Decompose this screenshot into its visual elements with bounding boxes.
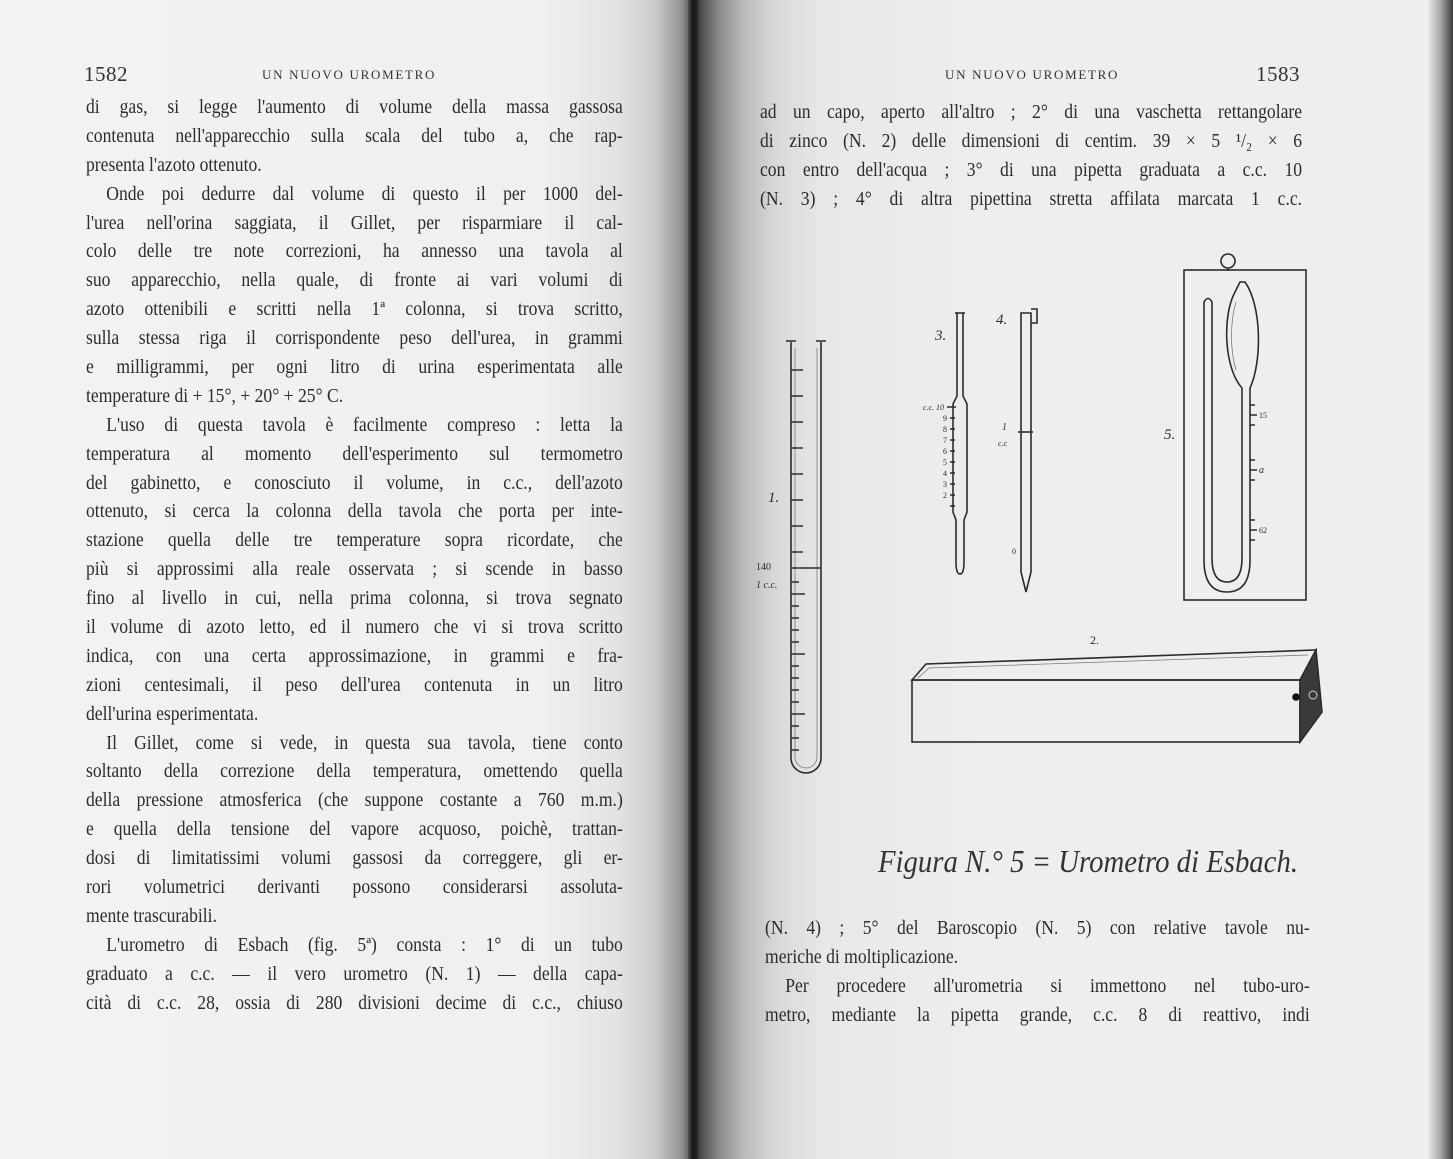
paragraph [86,411,623,729]
text-line: azoto ottenibili e scritti nella 1ª colonna, si trova scritto, [86,298,623,321]
pipette-3-graduations [947,407,956,506]
text-line: (N. 3) ; 4° di altra pipettina stretta affilata marcata 1 c.c. [760,187,1303,210]
text-line: rori volumetrici derivanti possono considerarsi assoluta- [86,876,623,899]
text-line: sulla stessa riga il corrispondente peso dell'urea, in grammi [86,327,623,350]
pipette-4-volume-label: 1 [1002,422,1007,433]
text-line: contenuta nell'apparecchio sulla scala del tubo a, che rap- [86,124,623,147]
pipette-3-outline [953,313,967,574]
text-line: Onde poi dedurre dal volume di questo il per 1000 del- [106,182,623,205]
text-line: di gas, si legge l'aumento di volume della massa gassosa [86,96,623,118]
basin-top-face [912,650,1316,680]
baroscope-hanging-ring [1221,254,1235,268]
text-line: presenta l'azoto ottenuto. [86,153,262,176]
basin-front-face [912,680,1300,742]
paragraph [765,914,1310,972]
text-line: mente trascurabili. [86,904,217,927]
text-line: del gabinetto, e conosciuto il volume, in c.c., dell'azoto [86,471,623,494]
zinc-basin-2 [912,633,1322,742]
text-line: ad un capo, aperto all'altro ; 2° di una vaschetta rettangolare [760,101,1303,123]
baroscope-mark-label: a [1259,465,1264,476]
tube-1-mark-label: 140 [756,562,771,573]
text-line: temperatura al momento dell'esperimento sul termometro [86,442,623,465]
urometer-tube-1 [756,341,826,773]
text-line: dell'urina esperimentata. [86,702,259,725]
pipette-4-unit-label: c.c [998,439,1008,448]
text-line: L'uso di questa tavola è facilmente compreso : letta la [106,413,623,436]
text-line: con entro dell'acqua ; 3° di una pipetta graduata a c.c. 10 [760,158,1303,181]
text-line: e quella della tensione del vapore acquoso, poichè, trattan- [86,818,623,841]
text-line: ottenuto, si cerca la colonna della tavola che porta per inte- [86,500,623,523]
text-line: (N. 4) ; 5° del Baroscopio (N. 5) con relative tavole nu- [765,917,1310,939]
tube-1-inner-wall [795,348,817,768]
baroscope-mark-label: 62 [1259,526,1267,535]
text-line: e milligrammi, per ogni litro di urina esperimentata alle [86,356,623,379]
body-text [86,93,623,1018]
tube-1-label: 1. [768,490,780,506]
pipette-4-outline [1021,313,1031,592]
text-line: l'urea nell'orina saggiata, il Gillet, per risparmiare il cal- [86,211,623,234]
pipette-3 [923,313,967,574]
paragraph [765,972,1310,1030]
page-number: 1583 [1256,62,1300,86]
pipette-3-top-mark: c.c. 10 [922,403,944,412]
text-line: zioni centesimali, il peso dell'urea contenuta in un litro [86,673,623,696]
tube-1-outline [791,342,821,773]
text-line: dosi di limitatissimi volumi gassosi da correggere, gli er- [86,847,623,870]
tube-1-graduations-upper [791,370,803,552]
paragraph [86,180,623,411]
pipette-3-scale-number: 5 [943,458,947,467]
text-line: suo apparecchio, nella quale, di fronte ai vari volumi di [86,269,623,292]
paragraph [86,931,623,1018]
page-number: 1582 [84,62,128,86]
pipette-4 [996,309,1037,592]
right-page [695,0,1453,1159]
running-head: UN NUOVO UROMETRO [262,67,437,82]
text-line: fino al livello in cui, nella prima colonna, si trova segnato [86,587,623,610]
text-line: temperature di + 15°, + 20° + 25° C. [86,384,344,407]
tube-1-graduations-lower [791,582,805,750]
text-line: indica, con una certa approssimazione, in grammi e fra- [86,644,623,667]
paragraph [86,729,623,931]
left-page [0,0,695,1159]
text-line: stazione quella delle tre temperature sopra ricordate, che [86,529,623,552]
pipette-3-scale-number: 3 [943,480,947,489]
text-line: meriche di moltiplicazione. [765,945,959,968]
paragraph [86,93,623,180]
text-line: colo delle tre note correzioni, ha annesso una tavola al [86,240,623,263]
pipette-3-scale-number: 4 [943,469,947,478]
text-line: il volume di azoto letto, ed il numero che vi si trova scritto [86,616,623,639]
basin-inner-rim [918,655,1308,678]
pipette-3-scale-number: 7 [943,436,947,445]
basin-tap-knob [1293,694,1299,700]
pipette-3-scale-number: 6 [943,447,947,456]
text-line: Per procedere all'urometria si immettono nel tubo-uro- [785,974,1310,997]
text-line: della pressione atmosferica (che suppone costante a 760 m.m.) [86,789,623,812]
basin-end-face [1300,650,1322,742]
baroscope-5 [1164,254,1306,600]
pipette-4-label: 4. [996,312,1008,328]
text-line: Il Gillet, come si vede, in questa sua tavola, tiene conto [106,731,623,754]
figure-caption: Figura N.° 5 = Urometro di Esbach. [877,843,1298,879]
body-text-bottom [765,914,1310,1030]
baroscope-board [1184,270,1306,600]
text-line: di zinco (N. 2) delle dimensioni di centim. 39 × 5 ¹/₂ × 6 [760,129,1303,152]
basin-label: 2. [1090,633,1099,647]
pipette-3-scale-number: 2 [943,491,947,500]
text-line: graduato a c.c. — il vero urometro (N. 1) — della capa- [86,962,623,985]
text-line: metro, mediante la pipetta grande, c.c. 8 di reattivo, indi [765,1003,1310,1026]
book-spine-fold [688,0,698,1159]
pipette-3-label: 3. [935,328,947,344]
baroscope-mark-label: 15 [1259,411,1267,420]
pipette-4-zero-label: 0 [1012,547,1016,556]
baroscope-left-arm-cap [1204,299,1212,303]
text-line: soltanto della correzione della temperatura, omettendo quella [86,760,623,783]
running-head: UN NUOVO UROMETRO [945,67,1120,82]
text-line: L'urometro di Esbach (fig. 5ª) consta : 1° di un tubo [106,933,623,956]
text-line: più si approssimi alla reale osservata ; si scende in basso [86,558,623,581]
baroscope-label: 5. [1164,427,1176,443]
baroscope-bulb-highlight [1232,302,1237,370]
pipette-3-scale-number: 8 [943,425,947,434]
pipette-3-scale-number: 9 [943,414,947,423]
tube-1-unit-label: 1 c.c. [756,580,778,591]
pipette-4-top-tab [1031,309,1037,323]
text-line: cità di c.c. 28, ossia di 280 divisioni decime di c.c., chiuso [86,991,623,1014]
baroscope-scale-ticks [1250,405,1257,540]
